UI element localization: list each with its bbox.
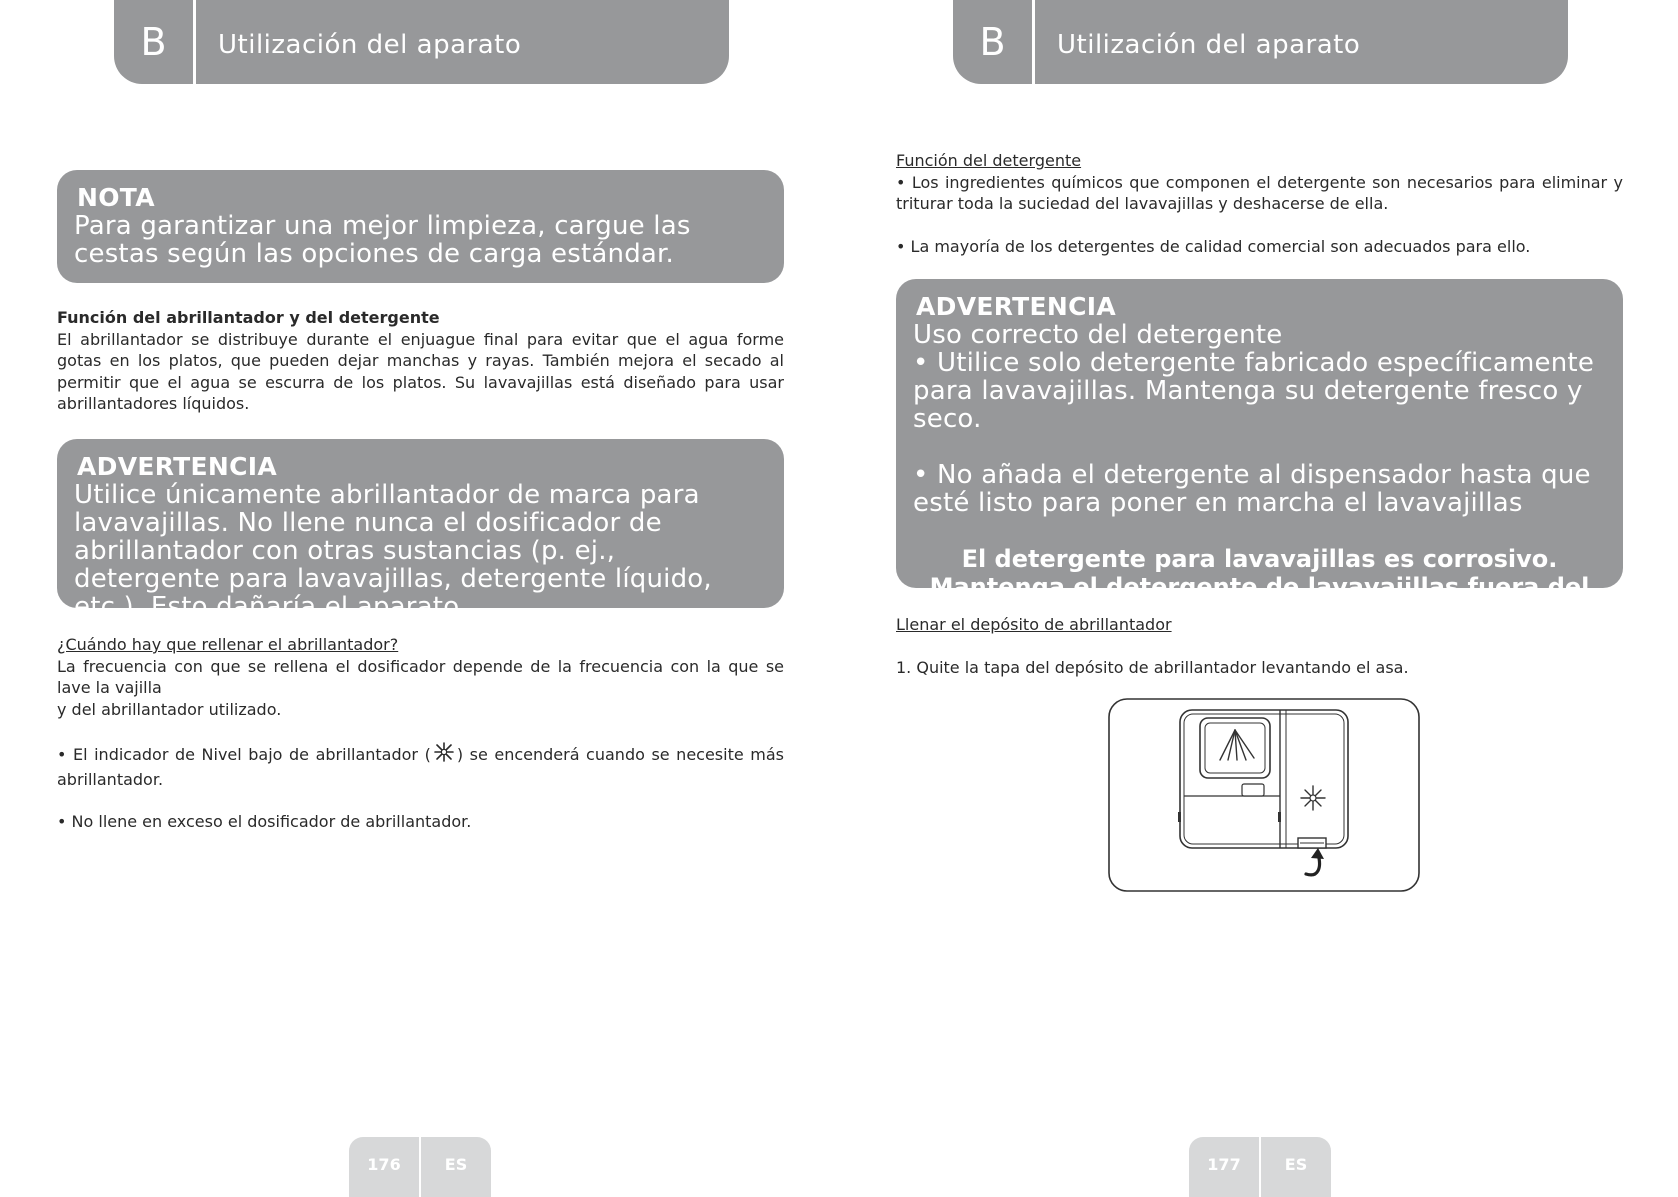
- section-heading: Función del detergente: [896, 151, 1082, 170]
- bullet-text-after: ) se encenderá cuando se necesite más abrillantador.: [57, 745, 784, 789]
- header-title: Utilización del aparato: [1057, 30, 1361, 60]
- detergent-function-section: [896, 150, 1623, 257]
- bullet-commercial: • La mayoría de los detergentes de calidad comercial son adecuados para ello.: [896, 236, 1531, 256]
- warning-title: ADVERTENCIA: [916, 292, 1117, 321]
- refill-line-2: y del abrillantador utilizado.: [57, 699, 282, 719]
- page-header: [953, 0, 1568, 84]
- warning-title: ADVERTENCIA: [77, 452, 278, 481]
- note-box: [57, 170, 784, 283]
- header-title: Utilización del aparato: [218, 30, 522, 60]
- rinse-aid-function-section: [57, 307, 784, 415]
- note-body: Para garantizar una mejor limpieza, cargue las cestas según las opciones de carga estándar.: [74, 211, 691, 269]
- language-code: ES: [1261, 1137, 1331, 1197]
- warning-line-2: • Utilice solo detergente fabricado específicamente para lavavajillas. Mantenga su detergente fresco y seco.: [913, 348, 1595, 434]
- page-number: 176: [349, 1137, 419, 1197]
- section-heading: Función del abrillantador y del detergente: [57, 308, 440, 327]
- warning-line-1: Uso correcto del detergente: [913, 320, 1283, 350]
- warning-strong: El detergente para lavavajillas es corrosivo. Mantenga el detergente de lavavajillas fuera del alcance de los niños.: [929, 545, 1590, 629]
- header-divider: [1032, 0, 1035, 84]
- page-number: 177: [1189, 1137, 1259, 1197]
- section-body: El abrillantador se distribuye durante el enjuague final para evitar que el agua forme gotas en los platos, que pueden dejar manchas y rayas. También mejora el secado al permitir que el agua se escurra de los platos. Su lavavajillas está diseñado para usar abrillantadores líquidos.: [57, 329, 784, 413]
- bullet-indicator: [57, 741, 784, 790]
- note-title: NOTA: [77, 183, 155, 212]
- section-letter: B: [140, 20, 167, 64]
- rinse-aid-indicator-icon: [431, 741, 457, 769]
- section-letter: B: [979, 20, 1006, 64]
- language-code: ES: [421, 1137, 491, 1197]
- warning-box: [57, 439, 784, 622]
- bullet-overfill: • No llene en exceso el dosificador de abrillantador.: [57, 812, 472, 831]
- page-header: [114, 0, 729, 84]
- warning-body: Utilice únicamente abrillantador de marca para lavavajillas. No llene nunca el dosificador de abrillantador con otras sustancias (p. ej., detergente para lavavajillas, detergente líquido, etc.). Esto dañaría el aparato.: [74, 480, 712, 622]
- left-page: [0, 0, 839, 1191]
- rinse-aid-dispenser-diagram: [1108, 698, 1420, 892]
- bullet-ingredients: • Los ingredientes químicos que componen el detergente son necesarios para eliminar y triturar toda la suciedad del lavavajillas y deshacerse de ella.: [896, 172, 1623, 213]
- section-heading: Llenar el depósito de abrillantador: [896, 615, 1172, 634]
- fill-rinse-aid-section: [896, 614, 1623, 678]
- right-page: [839, 0, 1678, 1191]
- bullet-text-before: • El indicador de Nivel bajo de abrillantador (: [57, 745, 431, 764]
- section-heading: ¿Cuándo hay que rellenar el abrillantador?: [57, 635, 399, 654]
- refill-line-1: La frecuencia con que se rellena el dosificador depende de la frecuencia con la que se lave la vajilla: [57, 656, 784, 697]
- refill-section: [57, 634, 784, 833]
- warning-line-3: • No añada el detergente al dispensador hasta que esté listo para poner en marcha el lavavajillas: [913, 460, 1591, 518]
- header-divider: [193, 0, 196, 84]
- step-1: 1. Quite la tapa del depósito de abrillantador levantando el asa.: [896, 657, 1409, 677]
